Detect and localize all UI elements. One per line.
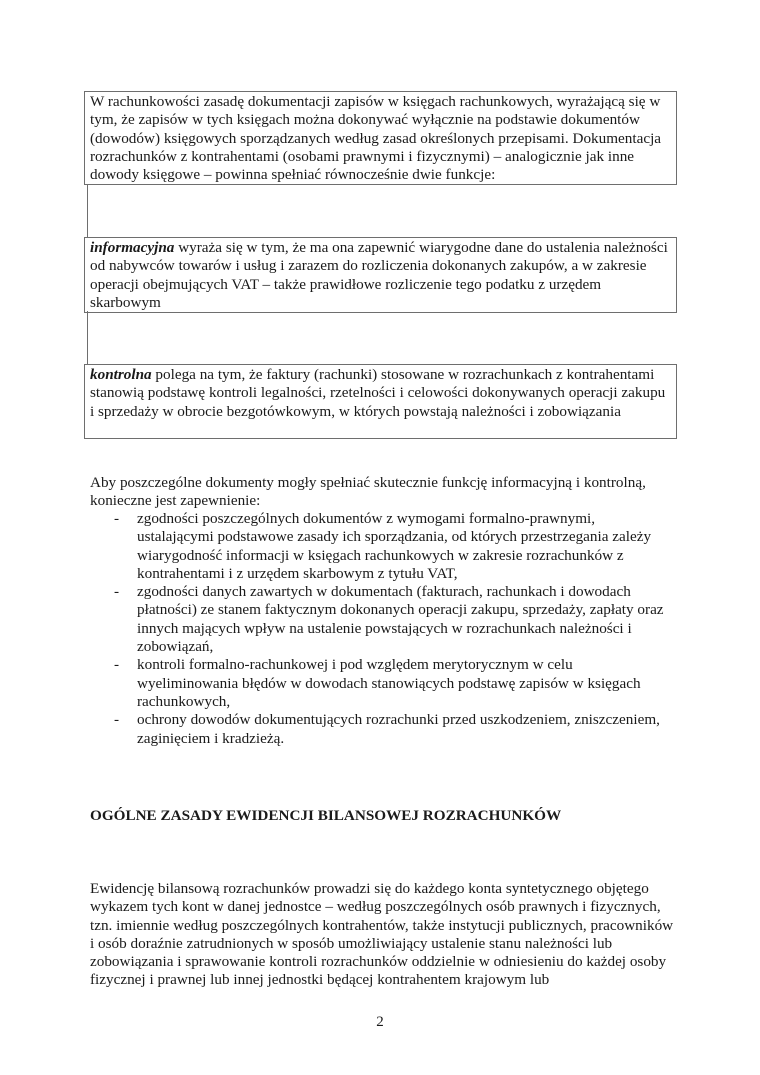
box-informacyjna-body: wyraża się w tym, że ma ona zapewnić wiarygodne dane do ustalenia należności od nabywców towarów i usług i zarazem do rozliczenia dokonanych zakupów, a w zakresie operacji obejmujących VAT – także prawidłowe rozliczenie tego podatku z urzędem skarbowym (90, 239, 668, 311)
term-kontrolna: kontrolna (90, 366, 152, 383)
requirements-list (90, 510, 675, 748)
list-item-text: kontroli formalno-rachunkowej i pod względem merytorycznym w celu wyeliminowania błędów w dowodach stanowiących podstawę zapisów w księgach rachunkowych, (137, 656, 641, 710)
box-intro-text (90, 93, 673, 184)
list-item-text: zgodności danych zawartych w dokumentach (fakturach, rachunkach i dowodach płatności) ze stanem faktycznym dokonanych operacji zakupu, sprzedaży, zapłaty oraz innych mających wpływ na ustalenie powstających w rozrachunkach należności i zobowiązań, (137, 583, 664, 656)
list-item (90, 656, 675, 711)
list-item (90, 711, 675, 748)
term-informacyjna: informacyjna (90, 239, 175, 256)
list-item (90, 510, 675, 583)
definition-box-kontrolna (84, 364, 677, 439)
dash-bullet-icon: - (114, 583, 120, 601)
intro-paragraph: Aby poszczególne dokumenty mogły spełniać skutecznie funkcję informacyjną i kontrolną, konieczne jest zapewnienie: (90, 474, 646, 510)
body-paragraph: Ewidencję bilansową rozrachunków prowadzi się do każdego konta syntetycznego objętego wykazem tych kont w danej jednostce – według poszczególnych osób prawnych i fizycznych, tzn. imiennie według poszczególnych kontrahentów, także instytucji publicznych, pracowników i osób doraźnie zatrudnionych w sposób umożliwiający ustalenie stanu należności lub zobowiązania i sprawowanie kontroli rozrachunków oddzielnie w odniesieniu do każdej osoby fizycznej i prawnej lub innej jednostki będącej kontrahentem krajowym lub (90, 880, 674, 989)
box-intro-body: W rachunkowości zasadę dokumentacji zapisów w księgach rachunkowych, wyrażającą się w tym, że zapisów w tych księgach można dokonywać wyłącznie na podstawie dokumentów (dowodów) księgowych sporządzanych według zasad określonych przepisami. Dokumentacja rozrachunków z kontrahentami (osobami prawnymi i fizycznymi) – analogicznie jak inne dowody księgowe – powinna spełniać równocześnie dwie funkcje: (90, 93, 662, 184)
definition-box-intro (84, 91, 677, 185)
list-item-text: ochrony dowodów dokumentujących rozrachunki przed uszkodzeniem, zniszczeniem, zaginięciem i kradzieżą. (137, 711, 660, 747)
box-connector-line (87, 311, 88, 364)
box-kontrolna-text (90, 366, 673, 421)
box-informacyjna-text (90, 239, 673, 312)
section-heading: OGÓLNE ZASADY EWIDENCJI BILANSOWEJ ROZRACHUNKÓW (90, 807, 562, 824)
box-kontrolna-body: polega na tym, że faktury (rachunki) stosowane w rozrachunkach z kontrahentami stanowią podstawę kontroli legalności, rzetelności i celowości dokonywanych operacji zakupu i sprzedaży w obrocie bezgotówkowym, w których powstają należności i zobowiązania (90, 366, 666, 420)
box-connector-line (87, 184, 88, 237)
dash-bullet-icon: - (114, 711, 120, 729)
dash-bullet-icon: - (114, 656, 120, 674)
list-item-text: zgodności poszczególnych dokumentów z wymogami formalno-prawnymi, ustalającymi podstawowe zasady ich sporządzania, od których przestrzegania zależy wiarygodność informacji w księgach rachunkowych w zakresie rozrachunków z kontrahentami i z urzędem skarbowym z tytułu VAT, (137, 510, 652, 582)
list-item (90, 583, 675, 656)
definition-box-informacyjna (84, 237, 677, 313)
page-number: 2 (376, 1014, 384, 1030)
dash-bullet-icon: - (114, 510, 120, 527)
